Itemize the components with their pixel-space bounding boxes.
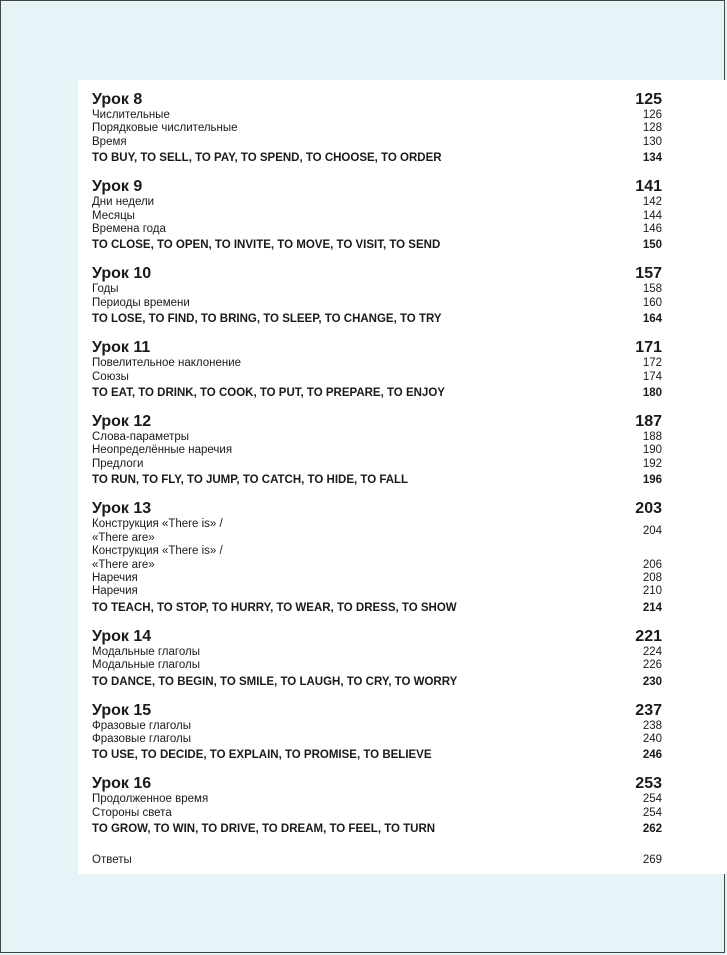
toc-entry[interactable] — [92, 357, 662, 370]
lesson-page: 141 — [635, 178, 662, 196]
toc-entry[interactable] — [92, 720, 662, 733]
toc-entry[interactable] — [92, 297, 662, 310]
toc-entry[interactable] — [92, 431, 662, 444]
entry-title: Предлоги — [92, 457, 144, 470]
entry-page: 146 — [642, 223, 662, 236]
lesson-heading[interactable] — [92, 627, 662, 646]
entry-page: 172 — [642, 357, 662, 370]
toc-entry[interactable] — [92, 807, 662, 820]
entry-page: 246 — [642, 749, 662, 762]
toc-entry[interactable] — [92, 109, 662, 122]
lesson-page: 187 — [635, 413, 662, 431]
entry-page: 160 — [642, 296, 662, 309]
verbs-title: TO LOSE, TO FIND, TO BRING, TO SLEEP, TO CHANGE, TO TRY — [92, 313, 442, 326]
lesson-title: Урок 16 — [92, 775, 152, 793]
lesson-page: 125 — [635, 91, 662, 108]
verbs-entry[interactable] — [92, 473, 662, 488]
entry-page: 130 — [642, 135, 662, 148]
entry-page: 206 — [642, 558, 662, 571]
entry-title: Годы — [92, 283, 119, 296]
toc-entry[interactable] — [92, 283, 662, 296]
verbs-entry[interactable] — [92, 238, 662, 253]
answers-page: 269 — [642, 854, 662, 867]
lesson-section — [92, 627, 662, 690]
lesson-title: Урок 15 — [92, 701, 152, 719]
verbs-entry[interactable] — [92, 822, 662, 837]
entry-title: Повелительное наклонение — [92, 357, 242, 370]
entry-page: 224 — [642, 645, 662, 658]
verbs-entry[interactable] — [92, 312, 662, 327]
entry-page: 158 — [642, 283, 662, 296]
verbs-title: TO BUY, TO SELL, TO PAY, TO SPEND, TO CHOOSE, TO ORDER — [92, 152, 442, 165]
verbs-title: TO DANCE, TO BEGIN, TO SMILE, TO LAUGH, TO CRY, TO WORRY — [92, 675, 458, 688]
lesson-heading[interactable] — [92, 774, 662, 793]
entry-title: Порядковые числительные — [92, 122, 238, 135]
toc-entry[interactable] — [92, 371, 662, 384]
toc-entry[interactable] — [92, 444, 662, 457]
entry-page: 144 — [642, 209, 662, 222]
entry-page: 226 — [642, 659, 662, 672]
entry-page: 254 — [642, 793, 662, 806]
entry-page: 128 — [642, 122, 662, 135]
toc-entry[interactable] — [92, 122, 662, 135]
entry-title: Модальные глаголы — [92, 659, 200, 672]
toc-entry[interactable] — [92, 223, 662, 236]
lesson-heading[interactable] — [92, 701, 662, 720]
lesson-heading[interactable] — [92, 338, 662, 357]
entry-page: 230 — [642, 675, 662, 688]
toc-entry[interactable] — [92, 136, 662, 149]
entry-title: Месяцы — [92, 209, 135, 222]
answers-title: Ответы — [92, 854, 132, 867]
lesson-page: 253 — [635, 775, 662, 793]
entry-page: 188 — [642, 431, 662, 444]
lesson-title: Урок 11 — [92, 339, 151, 357]
lesson-title: Урок 12 — [92, 413, 152, 431]
toc-entry[interactable] — [92, 545, 662, 572]
entry-page: 142 — [642, 196, 662, 209]
lesson-section — [92, 90, 662, 166]
verbs-title: TO GROW, TO WIN, TO DRIVE, TO DREAM, TO FEEL, TO TURN — [92, 823, 436, 836]
entry-title: Модальные глаголы — [92, 645, 200, 658]
lesson-page: 237 — [635, 701, 662, 719]
entry-page: 204 — [642, 524, 662, 537]
lesson-title: Урок 8 — [92, 91, 143, 108]
entry-title: Неопределённые наречия — [92, 444, 233, 457]
entry-page: 164 — [642, 313, 662, 326]
toc-entry[interactable] — [92, 572, 662, 585]
toc-entry[interactable] — [92, 646, 662, 659]
lesson-title: Урок 9 — [92, 178, 143, 196]
toc-entry[interactable] — [92, 733, 662, 746]
entry-page: 208 — [642, 571, 662, 584]
lesson-title: Урок 10 — [92, 265, 152, 283]
entry-page: 134 — [642, 152, 662, 165]
lesson-section — [92, 774, 662, 837]
entry-title: Конструкция «There is» / «There are» — [92, 545, 223, 571]
entry-title: Фразовые глаголы — [92, 719, 192, 732]
entry-title: Наречия — [92, 585, 138, 598]
table-of-contents — [92, 90, 662, 867]
lesson-section — [92, 499, 662, 615]
lesson-heading[interactable] — [92, 90, 662, 109]
entry-page: 180 — [642, 387, 662, 400]
entry-title: Наречия — [92, 571, 138, 584]
lesson-heading[interactable] — [92, 177, 662, 196]
entry-title: Слова-параметры — [92, 431, 190, 444]
toc-entry[interactable] — [92, 458, 662, 471]
lesson-section — [92, 701, 662, 764]
lesson-page: 221 — [635, 627, 662, 645]
entry-page: 254 — [642, 806, 662, 819]
toc-entry[interactable] — [92, 210, 662, 223]
lesson-section — [92, 264, 662, 327]
page-sheet — [78, 80, 727, 874]
verbs-title: TO RUN, TO FLY, TO JUMP, TO CATCH, TO HIDE, TO FALL — [92, 474, 409, 487]
toc-entry[interactable] — [92, 585, 662, 598]
entry-page: 262 — [642, 823, 662, 836]
verbs-entry[interactable] — [92, 748, 662, 763]
lesson-title: Урок 14 — [92, 627, 152, 645]
lesson-page: 171 — [635, 339, 662, 357]
entry-page: 210 — [642, 585, 662, 598]
lesson-page: 157 — [635, 265, 662, 283]
entry-page: 190 — [642, 444, 662, 457]
entry-title: Дни недели — [92, 196, 155, 209]
entry-page: 174 — [642, 370, 662, 383]
toc-entry[interactable] — [92, 196, 662, 209]
entry-title: Стороны света — [92, 806, 172, 819]
entry-page: 150 — [642, 239, 662, 252]
verbs-entry[interactable] — [92, 675, 662, 690]
lesson-heading[interactable] — [92, 499, 662, 518]
toc-entry[interactable] — [92, 659, 662, 672]
verbs-title: TO USE, TO DECIDE, TO EXPLAIN, TO PROMISE, TO BELIEVE — [92, 749, 432, 762]
entry-title: Продолженное время — [92, 793, 209, 806]
verbs-entry[interactable] — [92, 386, 662, 401]
entry-title: Союзы — [92, 370, 129, 383]
toc-entry[interactable] — [92, 793, 662, 806]
verbs-title: TO EAT, TO DRINK, TO COOK, TO PUT, TO PREPARE, TO ENJOY — [92, 387, 445, 400]
lesson-heading[interactable] — [92, 412, 662, 431]
verbs-title: TO CLOSE, TO OPEN, TO INVITE, TO MOVE, TO VISIT, TO SEND — [92, 239, 441, 252]
entry-page: 214 — [642, 601, 662, 614]
toc-entry[interactable] — [92, 518, 662, 545]
entry-page: 192 — [642, 457, 662, 470]
entry-page: 196 — [642, 474, 662, 487]
lesson-heading[interactable] — [92, 264, 662, 283]
lesson-section — [92, 412, 662, 488]
verbs-title: TO TEACH, TO STOP, TO HURRY, TO WEAR, TO DRESS, TO SHOW — [92, 601, 457, 614]
lesson-page: 203 — [635, 500, 662, 518]
entry-title: Числительные — [92, 109, 170, 121]
lesson-section — [92, 338, 662, 401]
entry-title: Времена года — [92, 223, 166, 236]
entry-title: Время — [92, 135, 127, 148]
entry-title: Периоды времени — [92, 296, 190, 309]
verbs-entry[interactable] — [92, 601, 662, 616]
entry-page: 238 — [642, 719, 662, 732]
entry-title: Фразовые глаголы — [92, 732, 192, 745]
entry-page: 240 — [642, 732, 662, 745]
entry-title: Конструкция «There is» / «There are» — [92, 518, 223, 544]
entry-page: 126 — [642, 109, 662, 121]
lesson-section — [92, 177, 662, 253]
answers-entry[interactable] — [92, 853, 662, 867]
verbs-entry[interactable] — [92, 151, 662, 166]
lesson-title: Урок 13 — [92, 500, 152, 518]
